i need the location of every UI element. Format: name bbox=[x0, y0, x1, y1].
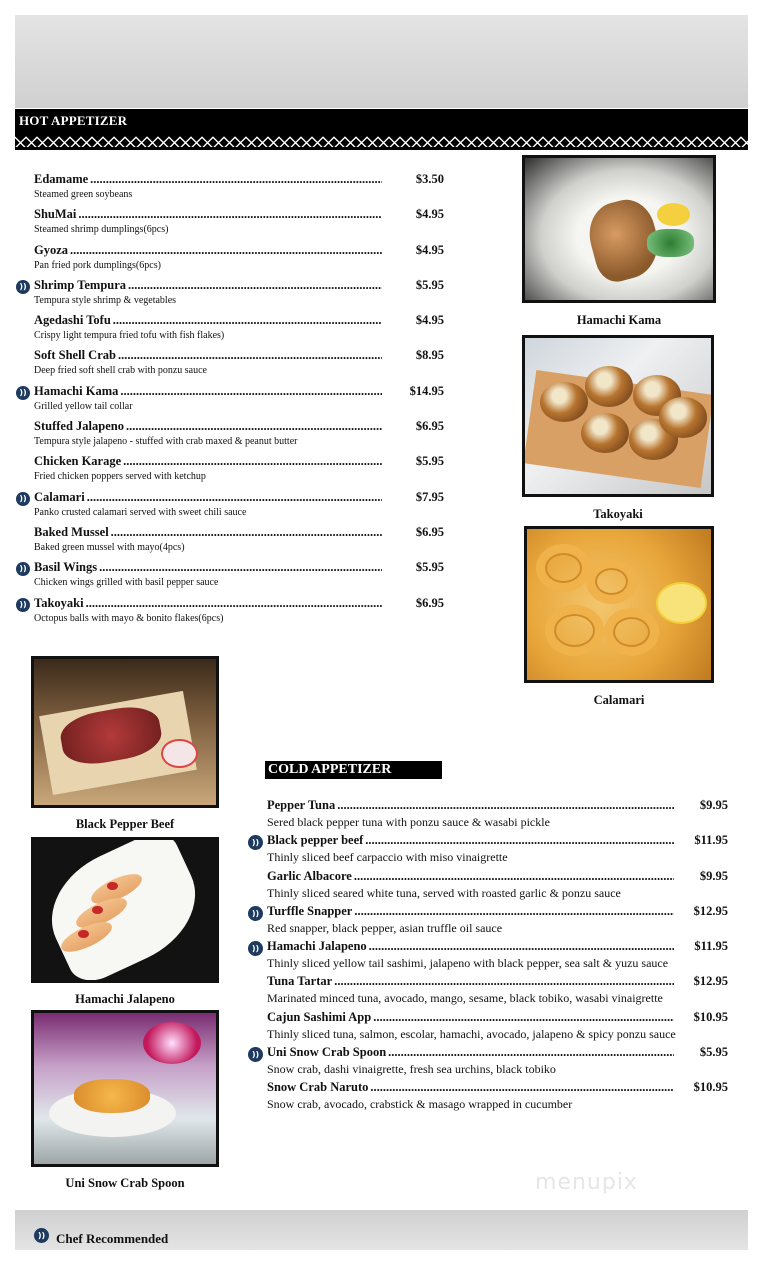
item-price: $9.95 bbox=[699, 798, 728, 812]
calamari-photo bbox=[524, 526, 714, 683]
item-price: $11.95 bbox=[694, 939, 728, 954]
item-price: $6.95 bbox=[415, 595, 444, 610]
menu-item bbox=[267, 1080, 737, 1115]
item-name: Uni Snow Crab Spoon bbox=[267, 1045, 387, 1060]
watermark-logo: menupix bbox=[535, 1170, 638, 1195]
item-description: Tempura style shrimp & vegetables bbox=[34, 294, 177, 306]
leader-dots bbox=[118, 348, 382, 363]
leader-dots bbox=[123, 454, 382, 469]
hot-appetizer-header bbox=[15, 109, 748, 133]
menu-item bbox=[251, 833, 737, 868]
uni-snow-crab-spoon-caption: Uni Snow Crab Spoon bbox=[65, 1176, 185, 1190]
item-description: Fried chicken poppers served with ketchup bbox=[34, 471, 206, 483]
item-name: Pepper Tuna bbox=[267, 798, 336, 812]
item-price: $12.95 bbox=[693, 903, 728, 918]
item-name: Stuffed Jalapeno bbox=[34, 419, 124, 434]
item-description: Red snapper, black pepper, asian truffle oil sauce bbox=[267, 920, 503, 935]
item-price: $5.95 bbox=[415, 560, 444, 575]
menu-item bbox=[34, 454, 444, 489]
item-name: ShuMai bbox=[34, 207, 77, 222]
menu-item bbox=[19, 595, 444, 631]
menu-item bbox=[19, 560, 444, 595]
item-description: Panko crusted calamari served with sweet chili sauce bbox=[34, 506, 247, 518]
menu-item bbox=[19, 489, 444, 525]
hamachi-jalapeno-caption: Hamachi Jalapeno bbox=[75, 992, 175, 1006]
menu-item bbox=[251, 1045, 737, 1080]
leader-dots bbox=[126, 419, 382, 434]
leader-dots bbox=[86, 596, 382, 611]
menu-item bbox=[34, 419, 444, 454]
leader-dots bbox=[99, 560, 382, 575]
takoyaki-caption: Takoyaki bbox=[593, 507, 643, 521]
item-description: Crispy light tempura fried tofu with fish flakes) bbox=[34, 330, 225, 342]
chef-recommended-icon: )) bbox=[16, 386, 30, 400]
item-name: Cajun Sashimi App bbox=[267, 1009, 372, 1024]
item-price: $9.95 bbox=[699, 868, 728, 883]
uni-snow-crab-spoon-photo bbox=[31, 1010, 219, 1167]
item-price: $10.95 bbox=[693, 1009, 728, 1024]
chef-recommended-icon: )) bbox=[16, 598, 30, 612]
item-price: $10.95 bbox=[693, 1080, 728, 1095]
menu-item bbox=[251, 903, 737, 939]
item-description: Grilled yellow tail collar bbox=[34, 400, 133, 412]
footer-legend bbox=[15, 1210, 748, 1250]
leader-dots bbox=[113, 313, 382, 328]
hamachi-jalapeno-photo bbox=[31, 837, 219, 983]
item-name: Snow Crab Naruto bbox=[267, 1080, 369, 1095]
menu-item bbox=[267, 869, 737, 904]
hamachi-kama-photo bbox=[522, 155, 716, 303]
chef-recommended-icon: )) bbox=[248, 835, 263, 850]
chef-recommended-icon: )) bbox=[248, 1047, 263, 1062]
item-description: Thinly sliced seared white tuna, served with roasted garlic & ponzu sauce bbox=[267, 885, 621, 900]
item-description: Deep fried soft shell crab with ponzu sauce bbox=[34, 365, 207, 377]
hot-appetizer-list bbox=[19, 172, 444, 631]
takoyaki-photo bbox=[522, 335, 714, 497]
leader-dots bbox=[373, 1010, 674, 1025]
item-name: Garlic Albacore bbox=[267, 868, 352, 883]
item-description: Marinated minced tuna, avocado, mango, sesame, black tobiko, wasabi vinaigrette bbox=[267, 991, 663, 1006]
menu-item bbox=[267, 1010, 737, 1045]
cold-appetizer-title: COLD APPETIZER bbox=[265, 761, 442, 779]
item-price: $5.95 bbox=[699, 1045, 728, 1060]
leader-dots bbox=[90, 172, 382, 187]
chef-recommended-label: Chef Recommended bbox=[56, 1231, 169, 1246]
item-price: $6.95 bbox=[415, 524, 444, 539]
menu-item bbox=[34, 207, 444, 242]
item-description: Chicken wings grilled with basil pepper sauce bbox=[34, 577, 219, 589]
leader-dots bbox=[111, 525, 382, 540]
chef-recommended-icon: )) bbox=[16, 492, 30, 506]
item-name: Agedashi Tofu bbox=[34, 313, 111, 328]
menu-item bbox=[19, 383, 444, 419]
item-name: Shrimp Tempura bbox=[34, 277, 127, 292]
item-description: Pan fried pork dumplings(6pcs) bbox=[34, 259, 161, 271]
chef-recommended-icon: )) bbox=[16, 280, 30, 294]
item-name: Chicken Karage bbox=[34, 454, 122, 469]
leader-dots bbox=[388, 1045, 674, 1060]
item-price: $4.95 bbox=[415, 242, 444, 257]
item-price: $5.95 bbox=[415, 454, 444, 469]
item-name: Soft Shell Crab bbox=[34, 348, 116, 363]
item-description: Thinly sliced tuna, salmon, escolar, hamachi, avocado, jalapeno & spicy ponzu sauce bbox=[267, 1026, 676, 1041]
chef-recommended-icon: )) bbox=[248, 906, 263, 921]
hamachi-kama-caption: Hamachi Kama bbox=[576, 313, 662, 327]
leader-dots bbox=[337, 798, 674, 813]
item-name: Baked Mussel bbox=[34, 524, 109, 539]
item-price: $5.95 bbox=[415, 277, 444, 292]
leader-dots bbox=[354, 869, 674, 884]
black-pepper-beef-photo bbox=[31, 656, 219, 808]
item-price: $4.95 bbox=[415, 207, 444, 222]
leader-dots bbox=[128, 278, 382, 293]
leader-dots bbox=[334, 974, 674, 989]
item-name: Black pepper beef bbox=[267, 833, 364, 848]
item-name: Hamachi Kama bbox=[34, 383, 119, 398]
menu-item bbox=[34, 172, 444, 207]
item-name: Calamari bbox=[34, 489, 85, 504]
item-name: Basil Wings bbox=[34, 560, 98, 575]
chef-recommended-icon: )) bbox=[34, 1228, 49, 1243]
item-price: $3.50 bbox=[415, 172, 444, 186]
menu-item bbox=[34, 525, 444, 560]
item-price: $11.95 bbox=[694, 833, 728, 848]
item-description: Tempura style jalapeno - stuffed with crab maxed & peanut butter bbox=[34, 436, 298, 448]
item-description: Octopus balls with mayo & bonito flakes(6pcs) bbox=[34, 612, 224, 624]
item-description: Steamed green soybeans bbox=[34, 189, 133, 200]
menu-item bbox=[267, 974, 737, 1009]
item-description: Thinly sliced yellow tail sashimi, jalapeno with black pepper, sea salt & yuzu sauce bbox=[267, 956, 669, 971]
menu-item bbox=[267, 798, 737, 833]
hot-appetizer-title: HOT APPETIZER bbox=[19, 113, 128, 128]
item-price: $14.95 bbox=[409, 383, 444, 398]
item-name: Edamame bbox=[34, 172, 89, 186]
item-description: Sered black pepper tuna with ponzu sauce & wasabi pickle bbox=[267, 815, 550, 829]
chef-recommended-icon: )) bbox=[16, 562, 30, 576]
calamari-caption: Calamari bbox=[593, 693, 645, 707]
leader-dots bbox=[87, 490, 382, 505]
cold-appetizer-list bbox=[251, 798, 737, 1116]
leader-dots bbox=[369, 939, 674, 954]
leader-dots bbox=[354, 904, 674, 919]
decorative-diamond-border bbox=[15, 133, 748, 150]
leader-dots bbox=[370, 1080, 674, 1095]
top-banner bbox=[15, 15, 748, 108]
menu-item bbox=[34, 348, 444, 383]
item-name: Turffle Snapper bbox=[267, 903, 353, 918]
item-price: $12.95 bbox=[693, 974, 728, 989]
menu-item bbox=[34, 313, 444, 348]
item-name: Hamachi Jalapeno bbox=[267, 939, 367, 954]
item-description: Thinly sliced beef carpaccio with miso vinaigrette bbox=[267, 850, 508, 865]
item-price: $7.95 bbox=[415, 489, 444, 504]
chef-recommended-icon: )) bbox=[248, 941, 263, 956]
leader-dots bbox=[120, 384, 382, 399]
item-name: Gyoza bbox=[34, 242, 69, 257]
item-description: Snow crab, dashi vinaigrette, fresh sea urchins, black tobiko bbox=[267, 1062, 556, 1077]
leader-dots bbox=[365, 833, 674, 848]
leader-dots bbox=[70, 243, 382, 258]
menu-item bbox=[251, 939, 737, 974]
menu-item bbox=[19, 277, 444, 313]
black-pepper-beef-caption: Black Pepper Beef bbox=[75, 817, 175, 831]
item-price: $8.95 bbox=[415, 348, 444, 363]
item-name: Tuna Tartar bbox=[267, 974, 333, 989]
item-description: Steamed shrimp dumplings(6pcs) bbox=[34, 224, 169, 236]
menu-item bbox=[34, 243, 444, 278]
item-name: Takoyaki bbox=[34, 595, 84, 610]
item-description: Snow crab, avocado, crabstick & masago wrapped in cucumber bbox=[267, 1097, 573, 1112]
leader-dots bbox=[78, 207, 382, 222]
item-price: $6.95 bbox=[415, 419, 444, 434]
item-description: Baked green mussel with mayo(4pcs) bbox=[34, 541, 185, 553]
item-price: $4.95 bbox=[415, 313, 444, 328]
